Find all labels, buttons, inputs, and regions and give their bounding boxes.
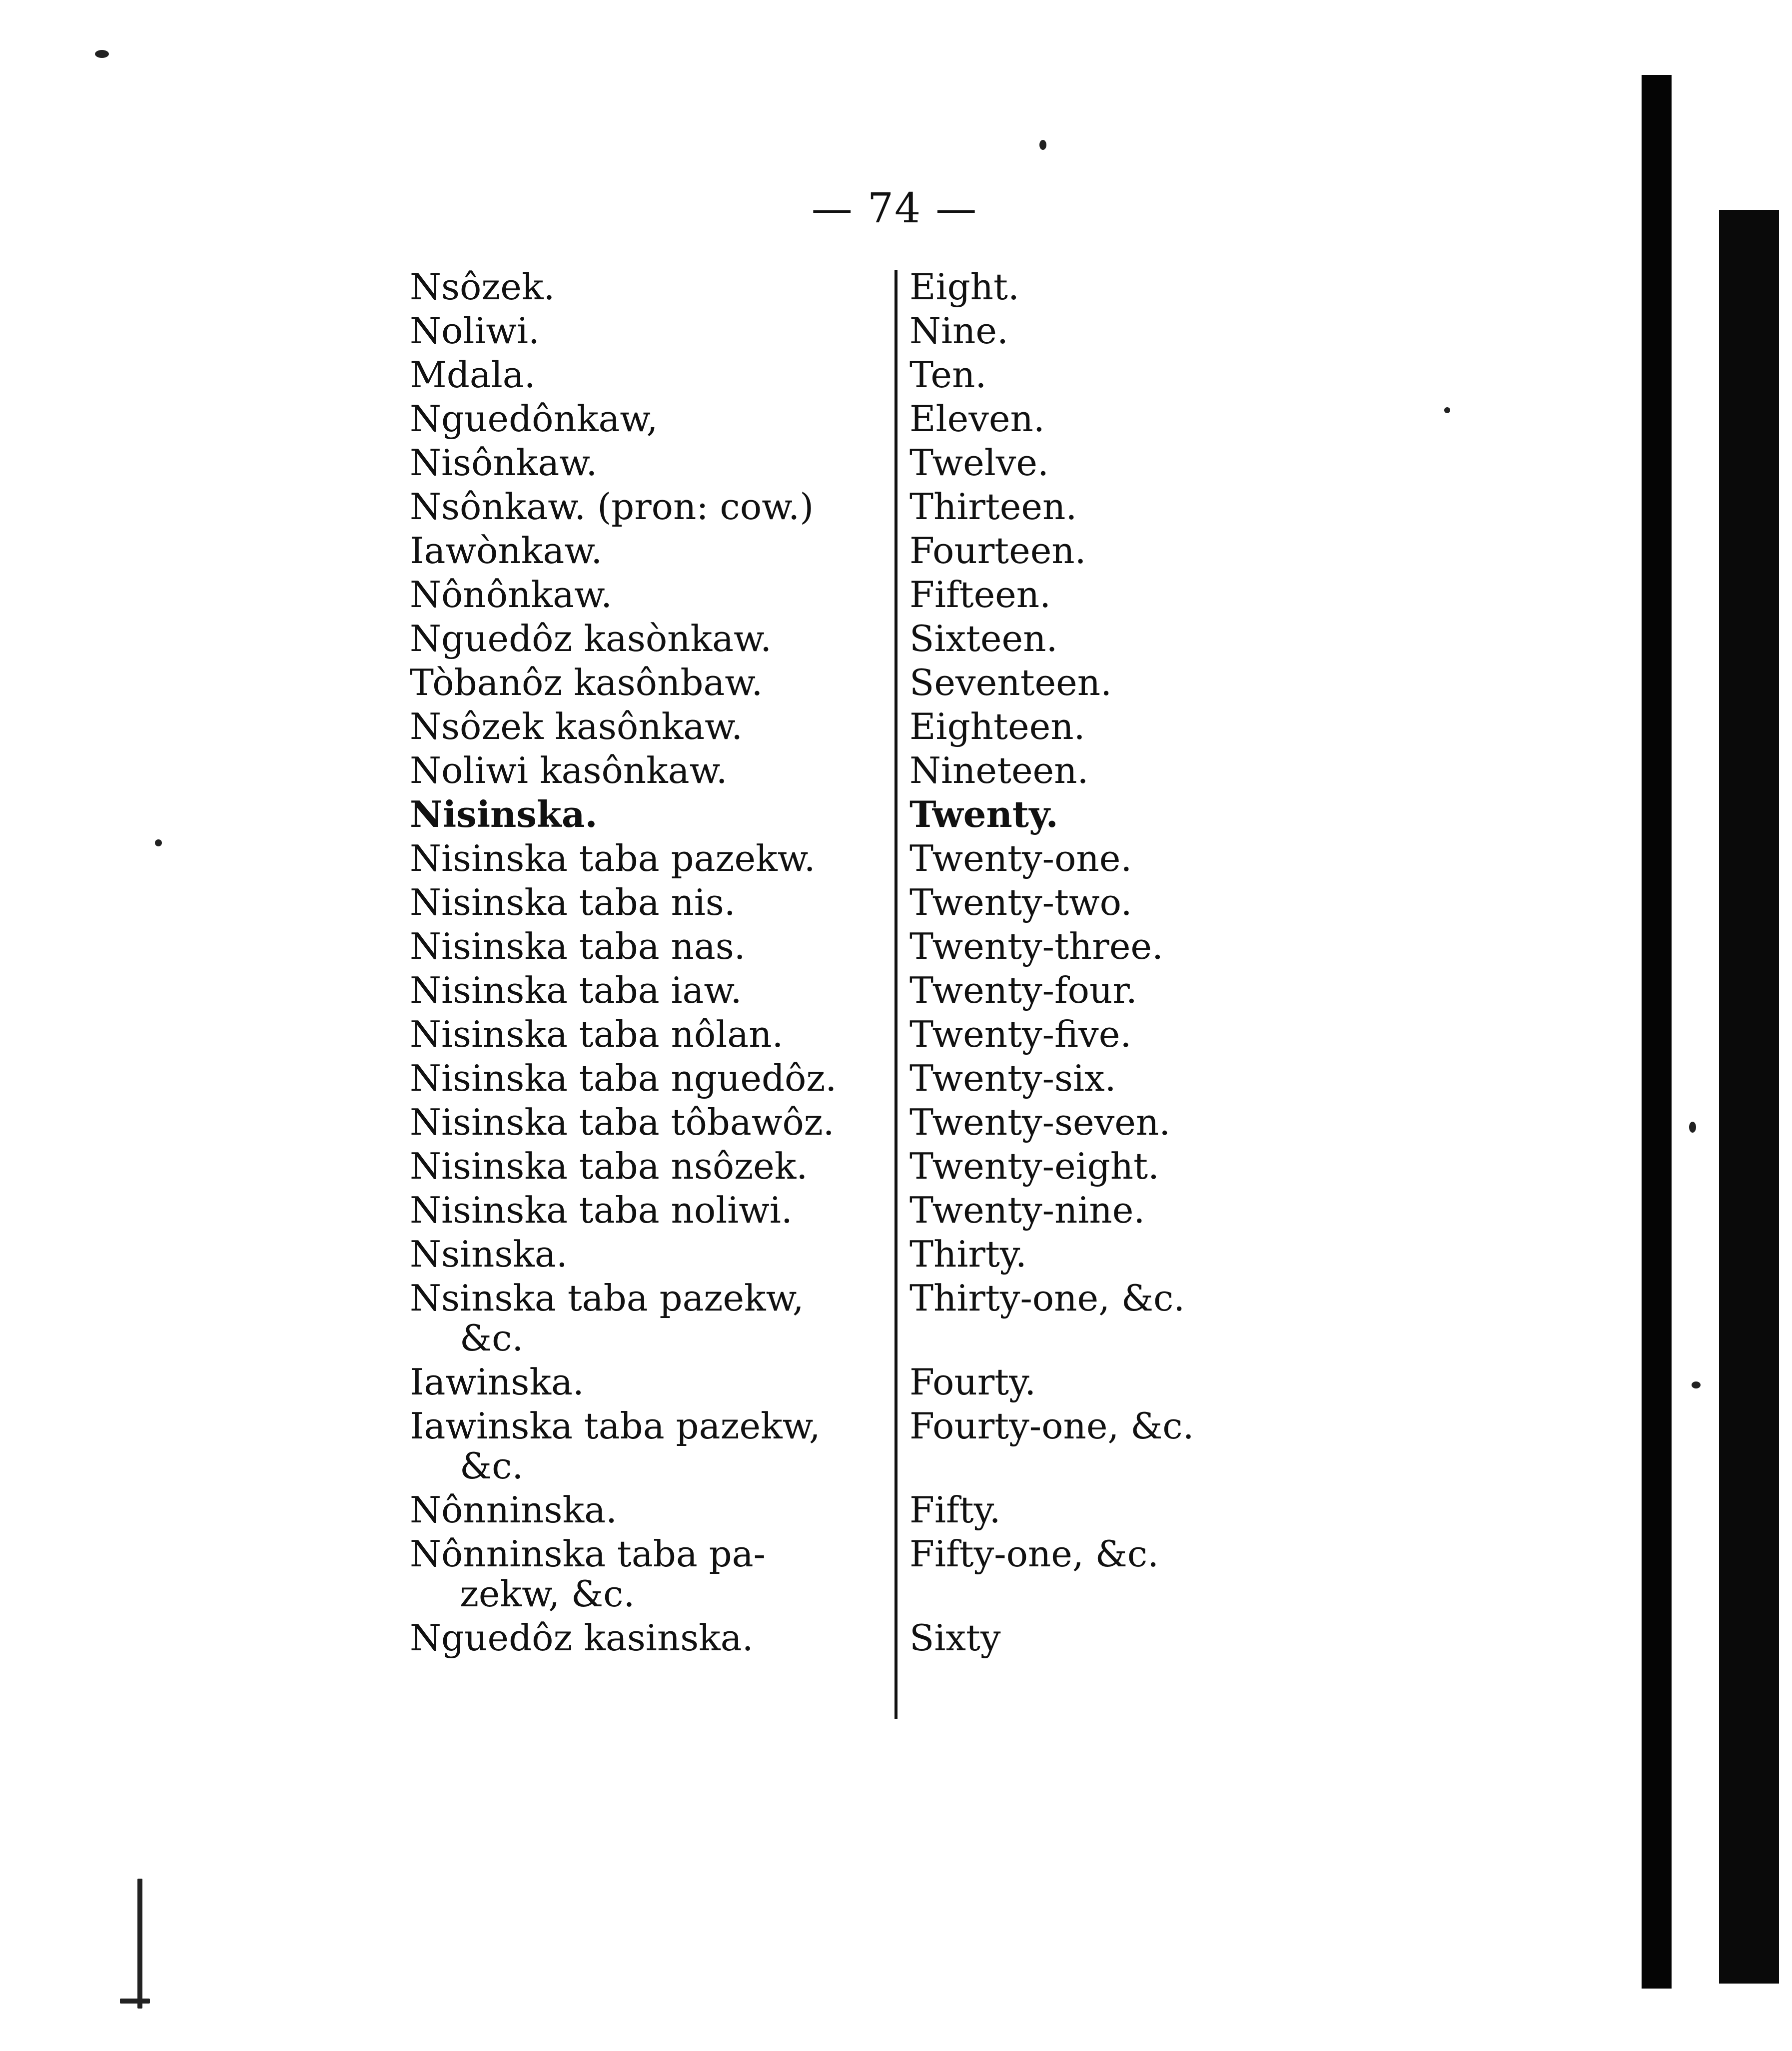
native-term: Nisinska taba nas. (410, 925, 746, 967)
table-row (410, 1144, 1259, 1188)
native-term: Nsôzek kasônkaw. (410, 705, 743, 747)
table-row (410, 309, 1259, 353)
english-term: Twelve. (909, 442, 1049, 484)
table-row (410, 617, 1259, 661)
english-term: Twenty. (909, 793, 1058, 835)
english-term: Twenty-seven. (909, 1101, 1171, 1143)
native-term-continuation: zekw, &c. (460, 1573, 635, 1615)
table-row (410, 1100, 1259, 1144)
english-term: Fifty-one, &c. (909, 1533, 1159, 1575)
table-row (410, 397, 1259, 441)
scan-speck (155, 839, 162, 846)
native-term: Nsôzek. (410, 266, 555, 308)
scan-speck (1444, 407, 1450, 413)
scan-edge-shadow (1719, 210, 1779, 1984)
english-term: Twenty-one. (909, 837, 1132, 879)
native-term: Nônninska taba pa- (410, 1533, 766, 1575)
scan-speck (1692, 1381, 1701, 1388)
native-term: Nsinska. (410, 1233, 568, 1275)
native-term-continuation: &c. (460, 1445, 524, 1487)
english-term: Twenty-two. (909, 881, 1132, 923)
table-row (410, 441, 1259, 485)
scan-speck (95, 50, 109, 58)
table-row (410, 265, 1259, 309)
native-term: Nônônkaw. (410, 574, 612, 616)
english-term: Twenty-eight. (909, 1145, 1159, 1187)
table-row (410, 880, 1259, 924)
native-term: Nguedôz kasinska. (410, 1617, 754, 1659)
native-term: Nisinska taba iaw. (410, 969, 742, 1011)
page-number: — 74 — (811, 185, 978, 232)
scan-speck (1689, 1122, 1696, 1133)
english-term: Nine. (909, 310, 1008, 352)
native-term: Nisinska taba tôbawôz. (410, 1101, 835, 1143)
native-term: Nisinska taba nôlan. (410, 1013, 784, 1055)
native-term: Nisinska. (410, 793, 598, 835)
table-row (410, 529, 1259, 573)
table-row (410, 1360, 1259, 1404)
native-term: Noliwi kasônkaw. (410, 749, 728, 791)
native-term: Nônninska. (410, 1489, 617, 1531)
numeral-table (410, 265, 1259, 1714)
english-term: Thirty-one, &c. (909, 1277, 1185, 1319)
scan-speck (120, 1999, 150, 2004)
native-term: Nguedônkaw, (410, 398, 658, 440)
table-row-continuation (410, 1444, 1259, 1488)
native-term: Nisinska taba pazekw. (410, 837, 816, 879)
english-term: Sixteen. (909, 618, 1058, 660)
table-row (410, 704, 1259, 748)
english-term: Fourteen. (909, 530, 1086, 572)
table-row (410, 836, 1259, 880)
english-term: Sixty (909, 1617, 1001, 1659)
english-term: Seventeen. (909, 662, 1112, 703)
english-term: Eighteen. (909, 705, 1085, 747)
table-row (410, 968, 1259, 1012)
english-term: Fifty. (909, 1489, 1001, 1531)
table-row-continuation (410, 1572, 1259, 1616)
table-row (410, 792, 1259, 836)
english-term: Nineteen. (909, 749, 1089, 791)
table-row (410, 1532, 1259, 1576)
table-row (410, 1012, 1259, 1056)
english-term: Fourty. (909, 1361, 1036, 1403)
native-term: Nisinska taba nguedôz. (410, 1057, 837, 1099)
table-row (410, 1488, 1259, 1532)
table-row (410, 353, 1259, 397)
english-term: Twenty-five. (909, 1013, 1132, 1055)
english-term: Fourty-one, &c. (909, 1405, 1194, 1447)
english-term: Twenty-six. (909, 1057, 1116, 1099)
english-term: Eleven. (909, 398, 1045, 440)
native-term: Mdala. (410, 354, 536, 396)
scan-speck (1039, 140, 1046, 150)
table-row (410, 1188, 1259, 1232)
native-term: Noliwi. (410, 310, 540, 352)
table-row-continuation (410, 1316, 1259, 1360)
table-row (410, 573, 1259, 617)
english-term: Twenty-three. (909, 925, 1163, 967)
native-term: Tòbanôz kasônbaw. (410, 662, 763, 703)
english-term: Thirty. (909, 1233, 1027, 1275)
table-row (410, 1056, 1259, 1100)
english-term: Eight. (909, 266, 1019, 308)
native-term: Nisônkaw. (410, 442, 598, 484)
scan-edge-shadow (1642, 75, 1672, 1989)
table-row (410, 1404, 1259, 1448)
native-term: Iawinska taba pazekw, (410, 1405, 821, 1447)
native-term: Nsinska taba pazekw, (410, 1277, 804, 1319)
table-row (410, 748, 1259, 792)
english-term: Fifteen. (909, 574, 1051, 616)
table-row (410, 924, 1259, 968)
native-term: Nguedôz kasònkaw. (410, 618, 772, 660)
table-row (410, 1616, 1259, 1660)
table-row (410, 661, 1259, 704)
native-term: Nisinska taba nis. (410, 881, 736, 923)
native-term: Nisinska taba noliwi. (410, 1189, 793, 1231)
table-row (410, 485, 1259, 529)
native-term: Nisinska taba nsôzek. (410, 1145, 808, 1187)
english-term: Twenty-four. (909, 969, 1137, 1011)
table-row (410, 1232, 1259, 1276)
english-term: Thirteen. (909, 486, 1077, 528)
native-term: Iawinska. (410, 1361, 584, 1403)
native-term: Iawònkaw. (410, 530, 603, 572)
english-term: Ten. (909, 354, 987, 396)
native-term: Nsônkaw. (pron: cow.) (410, 486, 814, 528)
scan-speck (137, 1879, 142, 2009)
native-term-continuation: &c. (460, 1317, 524, 1359)
table-row (410, 1276, 1259, 1320)
english-term: Twenty-nine. (909, 1189, 1145, 1231)
